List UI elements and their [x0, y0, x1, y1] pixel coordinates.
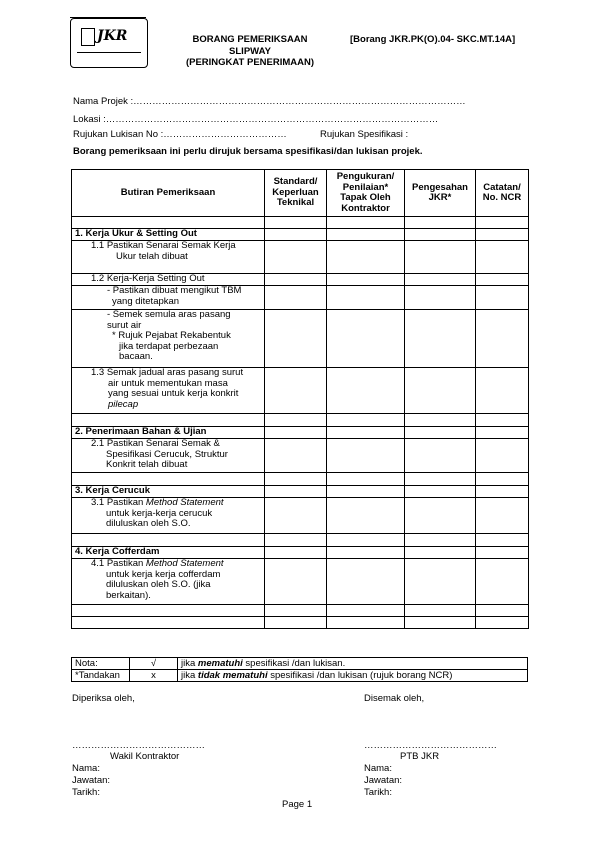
title-line-2: SLIPWAY	[229, 45, 271, 57]
nama-projek-field[interactable]: Nama Projek :……………………………………………………………………………………………	[73, 96, 466, 107]
legend-label: *Tandakan	[72, 670, 130, 682]
item-1-2: 1.2 Kerja-Kerja Setting Out	[72, 274, 265, 286]
item-text: 4.1 Pastikan	[91, 558, 146, 569]
item-1-2-b	[72, 310, 265, 368]
catatan-cell[interactable]	[476, 439, 529, 473]
item-text: 1.1 Pastikan Senarai Semak Kerja	[91, 240, 236, 251]
item-text: Konkrit telah dibuat	[106, 459, 188, 470]
legend-emphasis: tidak mematuhi	[197, 670, 268, 681]
table-row	[72, 286, 529, 310]
item-text: 1.3 Semak jadual aras pasang surut	[91, 367, 244, 378]
legend-emphasis: mematuhi	[197, 658, 243, 669]
item-text: pilecap	[108, 398, 139, 410]
cross-mark-icon: x	[130, 670, 178, 682]
legend-row-comply	[72, 658, 528, 670]
catatan-cell[interactable]	[476, 368, 529, 414]
item-text: untuk kerja kerja cofferdam	[106, 568, 221, 580]
table-row	[72, 617, 529, 629]
legend-text: jika	[181, 670, 198, 681]
item-text: berkaitan).	[106, 589, 151, 601]
left-jawatan-field[interactable]: Jawatan:	[72, 775, 111, 786]
standard-cell[interactable]	[265, 368, 327, 414]
title-line-3: (PERINGKAT PENERIMAAN)	[185, 57, 315, 68]
item-text: - Semek semula aras pasang	[107, 309, 231, 320]
instruction-text: Borang pemeriksaan ini perlu dirujuk bersama spesifikasi/dan lukisan projek.	[73, 146, 423, 157]
table-row	[72, 439, 529, 473]
pengesahan-cell[interactable]	[405, 286, 476, 310]
pengukuran-cell[interactable]	[327, 368, 405, 414]
item-text: yang sesuai untuk kerja konkrit	[108, 388, 239, 399]
standard-cell[interactable]	[265, 559, 327, 605]
right-nama-field[interactable]: Nama:	[364, 763, 392, 774]
item-text: Ukur telah dibuat	[116, 250, 188, 262]
ptb-jkr-label: PTB JKR	[400, 751, 440, 762]
item-text: surut air	[107, 319, 142, 331]
standard-cell[interactable]	[265, 310, 327, 368]
right-signature-line[interactable]: ……………………………………	[364, 740, 497, 751]
table-row	[72, 274, 529, 286]
item-1-3	[72, 368, 265, 414]
item-1-1	[72, 241, 265, 274]
item-text: 2.1 Pastikan Senarai Semak &	[91, 438, 220, 449]
table-row	[72, 229, 529, 241]
item-text	[91, 559, 261, 570]
legend-row-noncomply	[72, 670, 528, 682]
logo-text: JKR	[97, 28, 128, 44]
pengukuran-cell[interactable]	[327, 559, 405, 605]
item-text-italic: Method Statement	[145, 558, 224, 569]
table-row	[72, 534, 529, 547]
right-jawatan-field[interactable]: Jawatan:	[364, 775, 403, 786]
jkr-logo	[70, 18, 148, 68]
item-text: jika terdapat perbezaan	[119, 340, 219, 352]
table-row	[72, 486, 529, 498]
table-row	[72, 498, 529, 534]
item-text: bacaan.	[119, 351, 153, 362]
item-text: untuk kerja-kerja cerucuk	[106, 507, 213, 519]
wakil-kontraktor-label: Wakil Kontraktor	[110, 751, 180, 762]
section-3-heading: 3. Kerja Cerucuk	[72, 486, 265, 498]
pengukuran-cell[interactable]	[327, 498, 405, 534]
item-text: yang ditetapkan	[112, 295, 180, 307]
table-row	[72, 547, 529, 559]
form-code: [Borang JKR.PK(O).04- SKC.MT.14A]	[350, 34, 516, 45]
left-tarikh-field[interactable]: Tarikh:	[72, 787, 100, 798]
inspection-table	[71, 169, 529, 629]
table-row	[72, 473, 529, 486]
item-text	[91, 498, 261, 509]
item-text: diluluskan oleh S.O.	[106, 518, 191, 529]
item-2-1	[72, 439, 265, 473]
standard-cell[interactable]	[265, 286, 327, 310]
item-3-1	[72, 498, 265, 534]
table-row	[72, 605, 529, 617]
standard-cell[interactable]	[265, 439, 327, 473]
catatan-cell[interactable]	[476, 286, 529, 310]
catatan-cell[interactable]	[476, 559, 529, 605]
pengukuran-cell[interactable]	[327, 310, 405, 368]
building-icon	[81, 28, 95, 46]
item-text: air untuk mementukan masa	[108, 377, 228, 389]
page-number: Page 1	[282, 799, 313, 810]
legend-table	[71, 657, 528, 682]
table-row	[72, 217, 529, 229]
catatan-cell[interactable]	[476, 310, 529, 368]
pengesahan-cell[interactable]	[405, 498, 476, 534]
table-row	[72, 414, 529, 427]
rujukan-lukisan-field[interactable]: Rujukan Lukisan No :…………………………………	[73, 129, 287, 140]
col-pengesahan: Pengesahan JKR*	[405, 170, 476, 217]
left-signature-line[interactable]: ……………………………………	[72, 740, 205, 751]
left-nama-field[interactable]: Nama:	[72, 763, 100, 774]
pengesahan-cell[interactable]	[405, 310, 476, 368]
legend-text: spesifikasi /dan lukisan (rujuk borang NCR)	[267, 670, 453, 681]
col-standard: Standard/ Keperluan Teknikal	[265, 170, 327, 217]
logo-subtext-rule	[77, 52, 141, 54]
check-mark-icon: √	[130, 658, 178, 670]
item-text-italic: Method Statement	[145, 497, 224, 508]
col-pengukuran: Pengukuran/ Penilaian* Tapak Oleh Kontraktor	[327, 170, 405, 217]
catatan-cell[interactable]	[476, 241, 529, 274]
pengesahan-cell[interactable]	[405, 559, 476, 605]
standard-cell[interactable]	[265, 498, 327, 534]
disemak-heading: Disemak oleh,	[364, 693, 425, 704]
item-text: diluluskan oleh S.O. (jika	[106, 579, 211, 590]
standard-cell[interactable]	[265, 241, 327, 274]
catatan-cell[interactable]	[476, 498, 529, 534]
item-4-1	[72, 559, 265, 605]
item-text: Spesifikasi Cerucuk, Struktur	[106, 448, 228, 460]
item-text: * Rujuk Pejabat Rekabentuk	[112, 330, 231, 341]
pengukuran-cell[interactable]	[327, 439, 405, 473]
form-title	[175, 34, 325, 69]
pengukuran-cell[interactable]	[327, 241, 405, 274]
legend-desc	[178, 658, 528, 670]
table-row	[72, 241, 529, 274]
section-4-heading: 4. Kerja Cofferdam	[72, 547, 265, 559]
table-row	[72, 368, 529, 414]
table-row	[72, 427, 529, 439]
pengesahan-cell[interactable]	[405, 368, 476, 414]
right-tarikh-field[interactable]: Tarikh:	[364, 787, 392, 798]
table-header-row	[72, 170, 529, 217]
col-catatan: Catatan/ No. NCR	[476, 170, 529, 217]
lokasi-field[interactable]: Lokasi :……………………………………………………………………………………………	[73, 114, 439, 125]
legend-label: Nota:	[72, 658, 130, 670]
item-text: - Pastikan dibuat mengikut TBM	[107, 285, 242, 296]
table-row	[72, 559, 529, 605]
pengesahan-cell[interactable]	[405, 241, 476, 274]
legend-text: jika	[181, 658, 198, 669]
pengesahan-cell[interactable]	[405, 439, 476, 473]
rujukan-spesifikasi-field[interactable]: Rujukan Spesifikasi :	[320, 129, 409, 140]
title-line-1: BORANG PEMERIKSAAN	[192, 34, 308, 45]
legend-desc	[178, 670, 528, 682]
section-1-heading: 1. Kerja Ukur & Setting Out	[72, 229, 265, 241]
col-butiran: Butiran Pemeriksaan	[72, 170, 265, 217]
section-2-heading: 2. Penerimaan Bahan & Ujian	[72, 427, 265, 439]
item-1-2-a	[72, 286, 265, 310]
item-text: 3.1 Pastikan	[91, 497, 146, 508]
pengukuran-cell[interactable]	[327, 286, 405, 310]
diperiksa-heading: Diperiksa oleh,	[72, 693, 135, 704]
legend-text: spesifikasi /dan lukisan.	[242, 658, 346, 669]
table-row	[72, 310, 529, 368]
